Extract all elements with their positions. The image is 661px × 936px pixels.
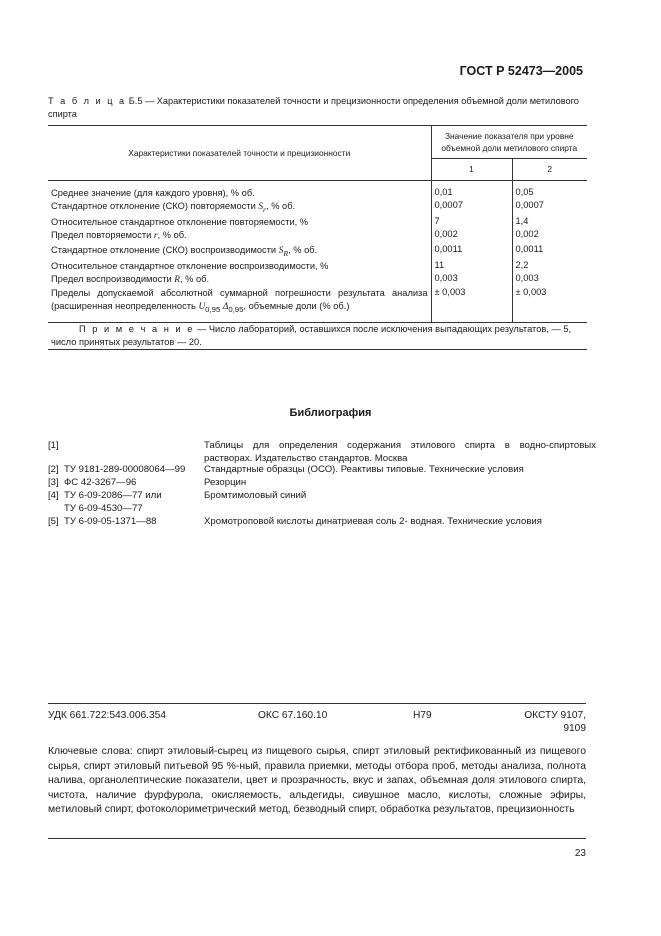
symbol-r: r [153,231,158,242]
row-value-1: 0,01 [431,181,512,201]
row-value-1: 7 [431,216,512,229]
okstu-code: ОКСТУ 9107, 9109 [524,710,586,734]
divider-top [48,703,586,704]
table-caption-text: Б.5 — Характеристики показателей точности и прецизионности определения объемной доли метилового спирта [48,96,579,119]
bib-number: [4] [48,490,59,501]
table-row [48,244,587,260]
row-name: Относительное стандартное отклонение повторяемости, % [48,216,431,229]
header-level-2: 2 [512,158,587,180]
bib-text: Хромотроповой кислоты динатриевая соль 2- водная. Технические условия [204,516,542,527]
row-value-1: 0,002 [431,229,512,243]
bib-text: Резорцин [204,477,247,488]
divider-bottom [48,838,586,839]
bib-number: [3] [48,477,59,488]
bib-number: [5] [48,516,59,527]
table-row [48,216,587,229]
bib-code: ТУ 9181-289-00008064—99 [64,464,186,475]
document-code: ГОСТ Р 52473—2005 [459,64,583,78]
table-row [48,273,587,287]
row-name: Предел воспроизводимости R, % об. [48,273,431,287]
row-name: Относительное стандартное отклонение воспроизводимости, % [48,260,431,273]
row-name: Пределы допускаемой абсолютной суммарной погрешности результата анализа (расширенная неопределенность $U_{0,95}$ $\Delta_{0,95}$, объемные доли (% об.) [48,287,431,323]
table-row [48,287,587,323]
bib-number: [2] [48,464,59,475]
row-value-1: ± 0,003 [431,287,512,323]
bib-number: [1] [48,440,59,451]
note-text: — Число лабораторий, оставшихся после исключения выпадающих результатов, — 5, число принятых результатов — 20. [51,324,572,348]
page-number: 23 [574,848,586,859]
symbol-r: R [174,274,180,285]
table-row [48,260,587,273]
note-label: П р и м е ч а н и е [79,324,195,335]
row-value-1: 0,003 [431,273,512,287]
row-value-2: 1,4 [515,216,529,227]
row-value-1: 0,0007 [431,200,512,216]
row-value-1: 11 [431,260,512,273]
row-name: Предел повторяемости r, % об. [48,229,431,243]
bib-code-alt: ТУ 6-09-4530—77 [64,503,143,514]
row-value-2: 0,002 [515,229,539,240]
oks-code: ОКС 67.160.10 [258,710,328,721]
row-value-2: ± 0,003 [515,287,547,298]
keywords-paragraph: Ключевые слова: спирт этиловый-сырец из пищевого сырья, спирт этиловый ректификованный из пищевого сырья, спирт этиловый питьевой 95 %-ный, правила приемки, методы отбора проб, методы анализа, полнота налива, органолептические показатели, цвет и прозрачность, вкус и запах, объемная доля этилового спирта, чистота, наличие фурфурола, окисляемость, альдегиды, сивушное масло, кислоты, сложные эфиры, метиловый спирт, фотоколориметрический метод, безводный спирт, обработка результатов, прецизионность [48,746,586,816]
table-row [48,200,587,216]
row-name: Стандартное отклонение (СКО) воспроизводимости $S_R$, % об. [48,244,431,260]
row-value-2: 0,003 [515,272,539,283]
row-value-2: 0,05 [515,187,534,197]
row-value-2: 2,2 [515,259,529,270]
header-characteristics: Характеристики показателей точности и прецизионности [48,126,431,181]
table-note [48,323,587,350]
bib-code: ТУ 6-09-2086—77 или [64,490,162,501]
table-row [48,181,587,201]
symbol-delta: Δ [222,302,229,313]
bibliography-title: Библиография [289,407,372,419]
row-value-2: 0,0007 [515,200,544,211]
row-name: Среднее значение (для каждого уровня), % об. [48,181,431,201]
bib-text: Бромтимоловый синий [204,490,307,501]
table-caption [48,95,588,121]
bib-text: Стандартные образцы (ОСО). Реактивы типовые. Технические условия [204,464,524,475]
table-row [48,229,587,243]
precision-table [48,125,587,350]
symbol-u: U [198,302,206,313]
symbol-s: S [258,202,264,213]
table-caption-label: Т а б л и ц а [48,96,127,106]
row-value-1: 0,0011 [431,244,512,260]
header-values: Значение показателя при уровне объемной доли метилового спирта [431,126,587,159]
udk-code: УДК 661.722:543.006.354 [48,710,166,721]
symbol-s: S [278,245,284,256]
header-level-1: 1 [431,158,512,180]
group-code: Н79 [413,710,432,721]
row-name: Стандартное отклонение (СКО) повторяемости $S_r$, % об. [48,200,431,216]
bib-code: ТУ 6-09-05-1371—88 [64,516,157,527]
bib-text: Таблицы для определения содержания этилового спирта в водно-спиртовых растворах. Издательство стандартов. Москва [204,440,596,464]
row-value-2: 0,0011 [515,243,544,254]
bib-code: ФС 42-3267—96 [64,477,137,488]
